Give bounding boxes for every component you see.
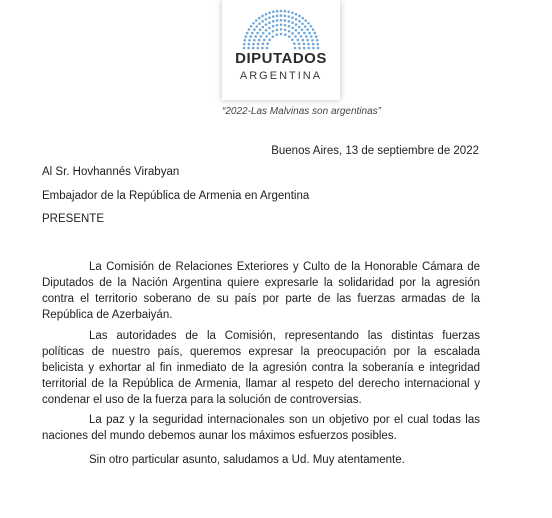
seat-dot bbox=[295, 29, 298, 32]
seat-dot bbox=[301, 28, 304, 31]
seat-dot bbox=[294, 47, 297, 50]
seat-dot bbox=[310, 25, 313, 28]
seat-dot bbox=[291, 21, 294, 24]
seat-dot bbox=[251, 32, 254, 35]
seat-dot bbox=[316, 39, 319, 42]
seat-dot bbox=[255, 25, 258, 28]
seat-dot bbox=[303, 47, 306, 50]
seat-dot bbox=[248, 39, 251, 42]
seat-dot bbox=[317, 43, 320, 46]
seat-dot bbox=[272, 11, 275, 14]
seat-dot bbox=[308, 47, 311, 50]
seat-dot bbox=[284, 24, 287, 27]
seat-dot bbox=[280, 19, 283, 22]
seat-dot bbox=[257, 43, 260, 46]
seat-dot bbox=[287, 15, 290, 18]
seat-dot bbox=[247, 47, 250, 50]
seat-dot bbox=[276, 10, 279, 13]
seat-dot bbox=[248, 43, 251, 46]
seat-dot bbox=[272, 20, 275, 23]
seat-dot bbox=[291, 27, 294, 30]
seat-dot bbox=[261, 15, 264, 18]
paragraph-1 bbox=[42, 259, 480, 323]
seat-dot bbox=[268, 12, 271, 15]
seat-dot bbox=[315, 35, 318, 38]
paragraph-4 bbox=[42, 452, 480, 468]
seat-dot bbox=[307, 22, 310, 25]
seat-dot bbox=[280, 10, 283, 13]
seat-dot bbox=[288, 20, 291, 23]
seat-dot bbox=[272, 30, 275, 33]
seat-dot bbox=[256, 32, 259, 35]
seat-dot bbox=[284, 33, 287, 36]
seat-dot bbox=[305, 35, 308, 38]
seat-dot bbox=[291, 12, 294, 15]
seat-dot bbox=[303, 32, 306, 35]
seat-dot bbox=[312, 28, 315, 31]
seat-dot bbox=[268, 16, 271, 19]
seat-dot bbox=[253, 28, 256, 31]
seat-dot bbox=[294, 35, 297, 38]
seat-dot bbox=[288, 30, 291, 33]
seat-dot bbox=[284, 15, 287, 18]
letterhead-logo bbox=[222, 0, 340, 100]
logo-title: DIPUTADOS bbox=[235, 50, 327, 67]
seat-dot bbox=[262, 32, 265, 35]
recipient-title: Embajador de la República de Armenia en Argentina bbox=[42, 190, 310, 202]
seat-dot bbox=[298, 43, 301, 46]
seat-dot bbox=[284, 29, 287, 32]
seat-dot bbox=[268, 38, 271, 41]
paragraph-text: La paz y la seguridad internacionales son un objetivo por el cual todas las naciones del mundo debemos aunar los máximos esfuerzos posibles. bbox=[42, 414, 480, 442]
seat-dot bbox=[244, 39, 247, 42]
seat-dot bbox=[302, 39, 305, 42]
seat-dot bbox=[295, 18, 298, 21]
seat-dot bbox=[263, 39, 266, 42]
seat-dot bbox=[317, 47, 320, 50]
seat-dot bbox=[252, 47, 255, 50]
seat-dot bbox=[253, 39, 256, 42]
seat-dot bbox=[272, 15, 275, 18]
seat-dot bbox=[275, 33, 278, 36]
seat-dot bbox=[280, 28, 283, 31]
seat-dot bbox=[312, 47, 315, 50]
seat-dot bbox=[272, 25, 275, 28]
seat-dot bbox=[258, 17, 261, 20]
seat-dot bbox=[300, 35, 303, 38]
seat-dot bbox=[276, 15, 279, 18]
seat-dot bbox=[248, 28, 251, 31]
seat-dot bbox=[276, 19, 279, 22]
seat-dot bbox=[304, 19, 307, 22]
seat-dot bbox=[288, 35, 291, 38]
seat-dot bbox=[271, 35, 274, 38]
seat-dot bbox=[255, 19, 258, 22]
seat-dot bbox=[250, 25, 253, 28]
seat-dot bbox=[291, 32, 294, 35]
logo-subtitle: ARGENTINA bbox=[239, 70, 323, 82]
seat-dot bbox=[258, 39, 261, 42]
seat-dot bbox=[280, 33, 283, 36]
seat-dot bbox=[295, 13, 298, 16]
seat-dot bbox=[304, 25, 307, 28]
seat-dot bbox=[268, 27, 271, 30]
seat-dot bbox=[308, 32, 311, 35]
dateline: Buenos Aires, 13 de septiembre de 2022 bbox=[271, 145, 479, 157]
seat-dot bbox=[291, 38, 294, 41]
seat-dot bbox=[276, 24, 279, 27]
seat-dot bbox=[246, 32, 249, 35]
seat-dot bbox=[291, 16, 294, 19]
seat-dot bbox=[284, 10, 287, 13]
presente-label: PRESENTE bbox=[42, 213, 104, 225]
seat-dot bbox=[254, 35, 257, 38]
seat-dot bbox=[297, 32, 300, 35]
seat-dot bbox=[259, 28, 262, 31]
seat-dot bbox=[311, 39, 314, 42]
seat-dot bbox=[249, 35, 252, 38]
seat-dot bbox=[312, 43, 315, 46]
seat-dot bbox=[293, 42, 296, 45]
seat-dot bbox=[296, 39, 299, 42]
paragraph-text: Sin otro particular asunto, saludamos a Ud. Muy atentamente. bbox=[89, 454, 405, 466]
seat-dot bbox=[306, 28, 309, 31]
seat-dot bbox=[261, 20, 264, 23]
seat-dot bbox=[301, 17, 304, 20]
seat-dot bbox=[265, 35, 268, 38]
seat-dot bbox=[314, 32, 317, 35]
seat-dot bbox=[280, 24, 283, 27]
seat-dot bbox=[298, 15, 301, 18]
seat-dot bbox=[268, 32, 271, 35]
seat-dot bbox=[287, 11, 290, 14]
seat-dot bbox=[303, 43, 306, 46]
seat-dot bbox=[265, 18, 268, 21]
seat-dot bbox=[262, 43, 265, 46]
seat-dot bbox=[266, 42, 269, 45]
paragraph-3 bbox=[42, 412, 480, 444]
seat-dot bbox=[243, 47, 246, 50]
paragraph-text: La Comisión de Relaciones Exteriores y Culto de la Honorable Cámara de Diputados de la Nación Argentina quiere expresarle la solidaridad por la agresión contra el territorio soberano de su país por parte de las fuerzas armadas de la República de Azerbaiyán. bbox=[42, 261, 480, 321]
seat-dot bbox=[265, 29, 268, 32]
seat-dot bbox=[261, 26, 264, 29]
seat-dot bbox=[284, 19, 287, 22]
seat-dot bbox=[295, 23, 298, 26]
seat-dot bbox=[298, 20, 301, 23]
seat-dot bbox=[260, 35, 263, 38]
seat-dot bbox=[310, 35, 313, 38]
paragraph-text: Las autoridades de la Comisión, representando las distintas fuerzas políticas de nuestro país, queremos expresar la preocupación por la escalada belicista y exhortar al fin inmediato de la agresión contra la soberanía e integridad territorial de la República de Armenia, llamar al respeto del derecho internacional y condenar el uso de la fuerza para la solución de controversias. bbox=[42, 330, 480, 406]
seat-dot bbox=[265, 13, 268, 16]
recipient-name: Al Sr. Hovhannés Virabyan bbox=[42, 166, 180, 178]
seat-dot bbox=[243, 43, 246, 46]
seat-dot bbox=[276, 29, 279, 32]
seat-dot bbox=[252, 22, 255, 25]
seat-dot bbox=[280, 14, 283, 17]
seat-dot bbox=[301, 22, 304, 25]
seat-dot bbox=[298, 47, 301, 50]
seat-dot bbox=[268, 21, 271, 24]
seat-dot bbox=[265, 23, 268, 26]
hemicycle-seats-icon bbox=[240, 8, 322, 50]
seat-dot bbox=[257, 47, 260, 50]
seat-dot bbox=[306, 39, 309, 42]
seat-dot bbox=[288, 25, 291, 28]
seat-dot bbox=[307, 43, 310, 46]
seat-dot bbox=[252, 43, 255, 46]
motto: “2022-Las Malvinas son argentinas” bbox=[222, 106, 381, 117]
seat-dot bbox=[261, 47, 264, 50]
seat-dot bbox=[298, 26, 301, 29]
seat-dot bbox=[258, 22, 261, 25]
seat-dot bbox=[266, 47, 269, 50]
paragraph-2 bbox=[42, 328, 480, 408]
seat-dot bbox=[245, 35, 248, 38]
